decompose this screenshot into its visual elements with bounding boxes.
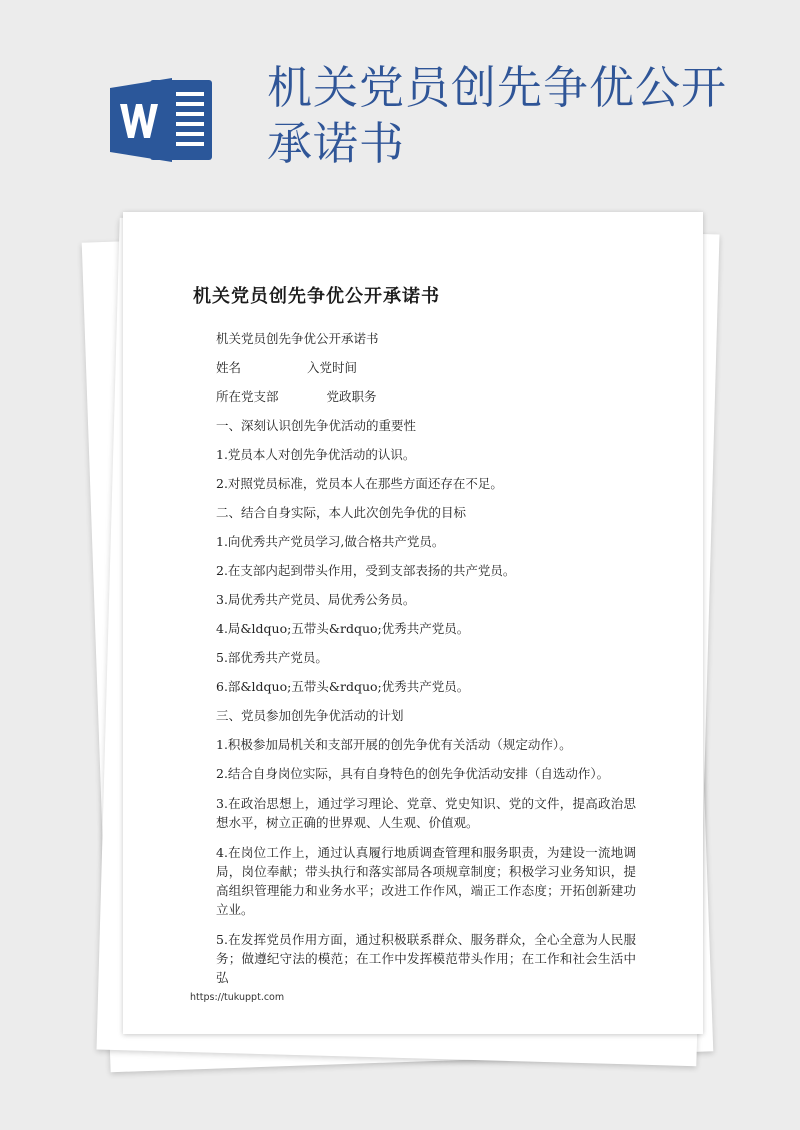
doc-line: 1.向优秀共产党员学习,做合格共产党员。 (216, 534, 445, 549)
document-page (123, 212, 703, 1034)
footer-url: https://tukuppt.com (190, 992, 285, 1003)
doc-line: 6.部&ldquo;五带头&rdquo;优秀共产党员。 (216, 679, 470, 694)
doc-line: 2.结合自身岗位实际，具有自身特色的创先争优活动安排（自选动作）。 (216, 766, 610, 781)
doc-line: 3.局优秀共产党员、局优秀公务员。 (216, 592, 416, 607)
doc-line: 机关党员创先争优公开承诺书 (216, 331, 379, 346)
section-heading: 一、深刻认识创先争优活动的重要性 (216, 418, 417, 433)
section-heading: 三、党员参加创先争优活动的计划 (216, 708, 404, 723)
position-label: 党政职务 (326, 389, 377, 404)
doc-line: 2.在支部内起到带头作用，受到支部表扬的共产党员。 (216, 563, 516, 578)
doc-paragraph: 3.在政治思想上，通过学习理论、党章、党史知识、党的文件，提高政治思想水平，树立正确的世界观、人生观、价值观。 (216, 796, 636, 830)
name-label: 姓名 (216, 360, 242, 375)
doc-line: 1.积极参加局机关和支部开展的创先争优有关活动（规定动作）。 (216, 737, 572, 752)
section-heading: 二、结合自身实际，本人此次创先争优的目标 (216, 505, 467, 520)
doc-line: 4.局&ldquo;五带头&rdquo;优秀共产党员。 (216, 621, 470, 636)
branch-label: 所在党支部 (216, 389, 279, 404)
word-logo-icon (110, 76, 214, 164)
doc-paragraph: 5.在发挥党员作用方面，通过积极联系群众、服务群众，全心全意为人民服务；做遵纪守法的模范；在工作中发挥模范带头作用；在工作和社会生活中弘 (216, 932, 636, 985)
doc-line-name-field (191, 359, 636, 388)
join-date-label: 入党时间 (307, 360, 358, 375)
doc-line: 1.党员本人对创先争优活动的认识。 (216, 447, 416, 462)
document-title: 机关党员创先争优公开承诺书 (193, 286, 440, 307)
document-body (191, 330, 636, 998)
doc-line-branch-field (191, 388, 636, 417)
header-title: 机关党员创先争优公开承诺书 (267, 61, 728, 170)
doc-paragraph: 4.在岗位工作上，通过认真履行地质调查管理和服务职责，为建设一流地调局，岗位奉献；带头执行和落实部局各项规章制度；积极学习业务知识，提高组织管理能力和业务水平；改进工作作风，端正工作态度；开拓创新建功立业。 (216, 845, 636, 917)
doc-line: 5.部优秀共产党员。 (216, 650, 328, 665)
doc-line: 2.对照党员标准，党员本人在那些方面还存在不足。 (216, 476, 503, 491)
